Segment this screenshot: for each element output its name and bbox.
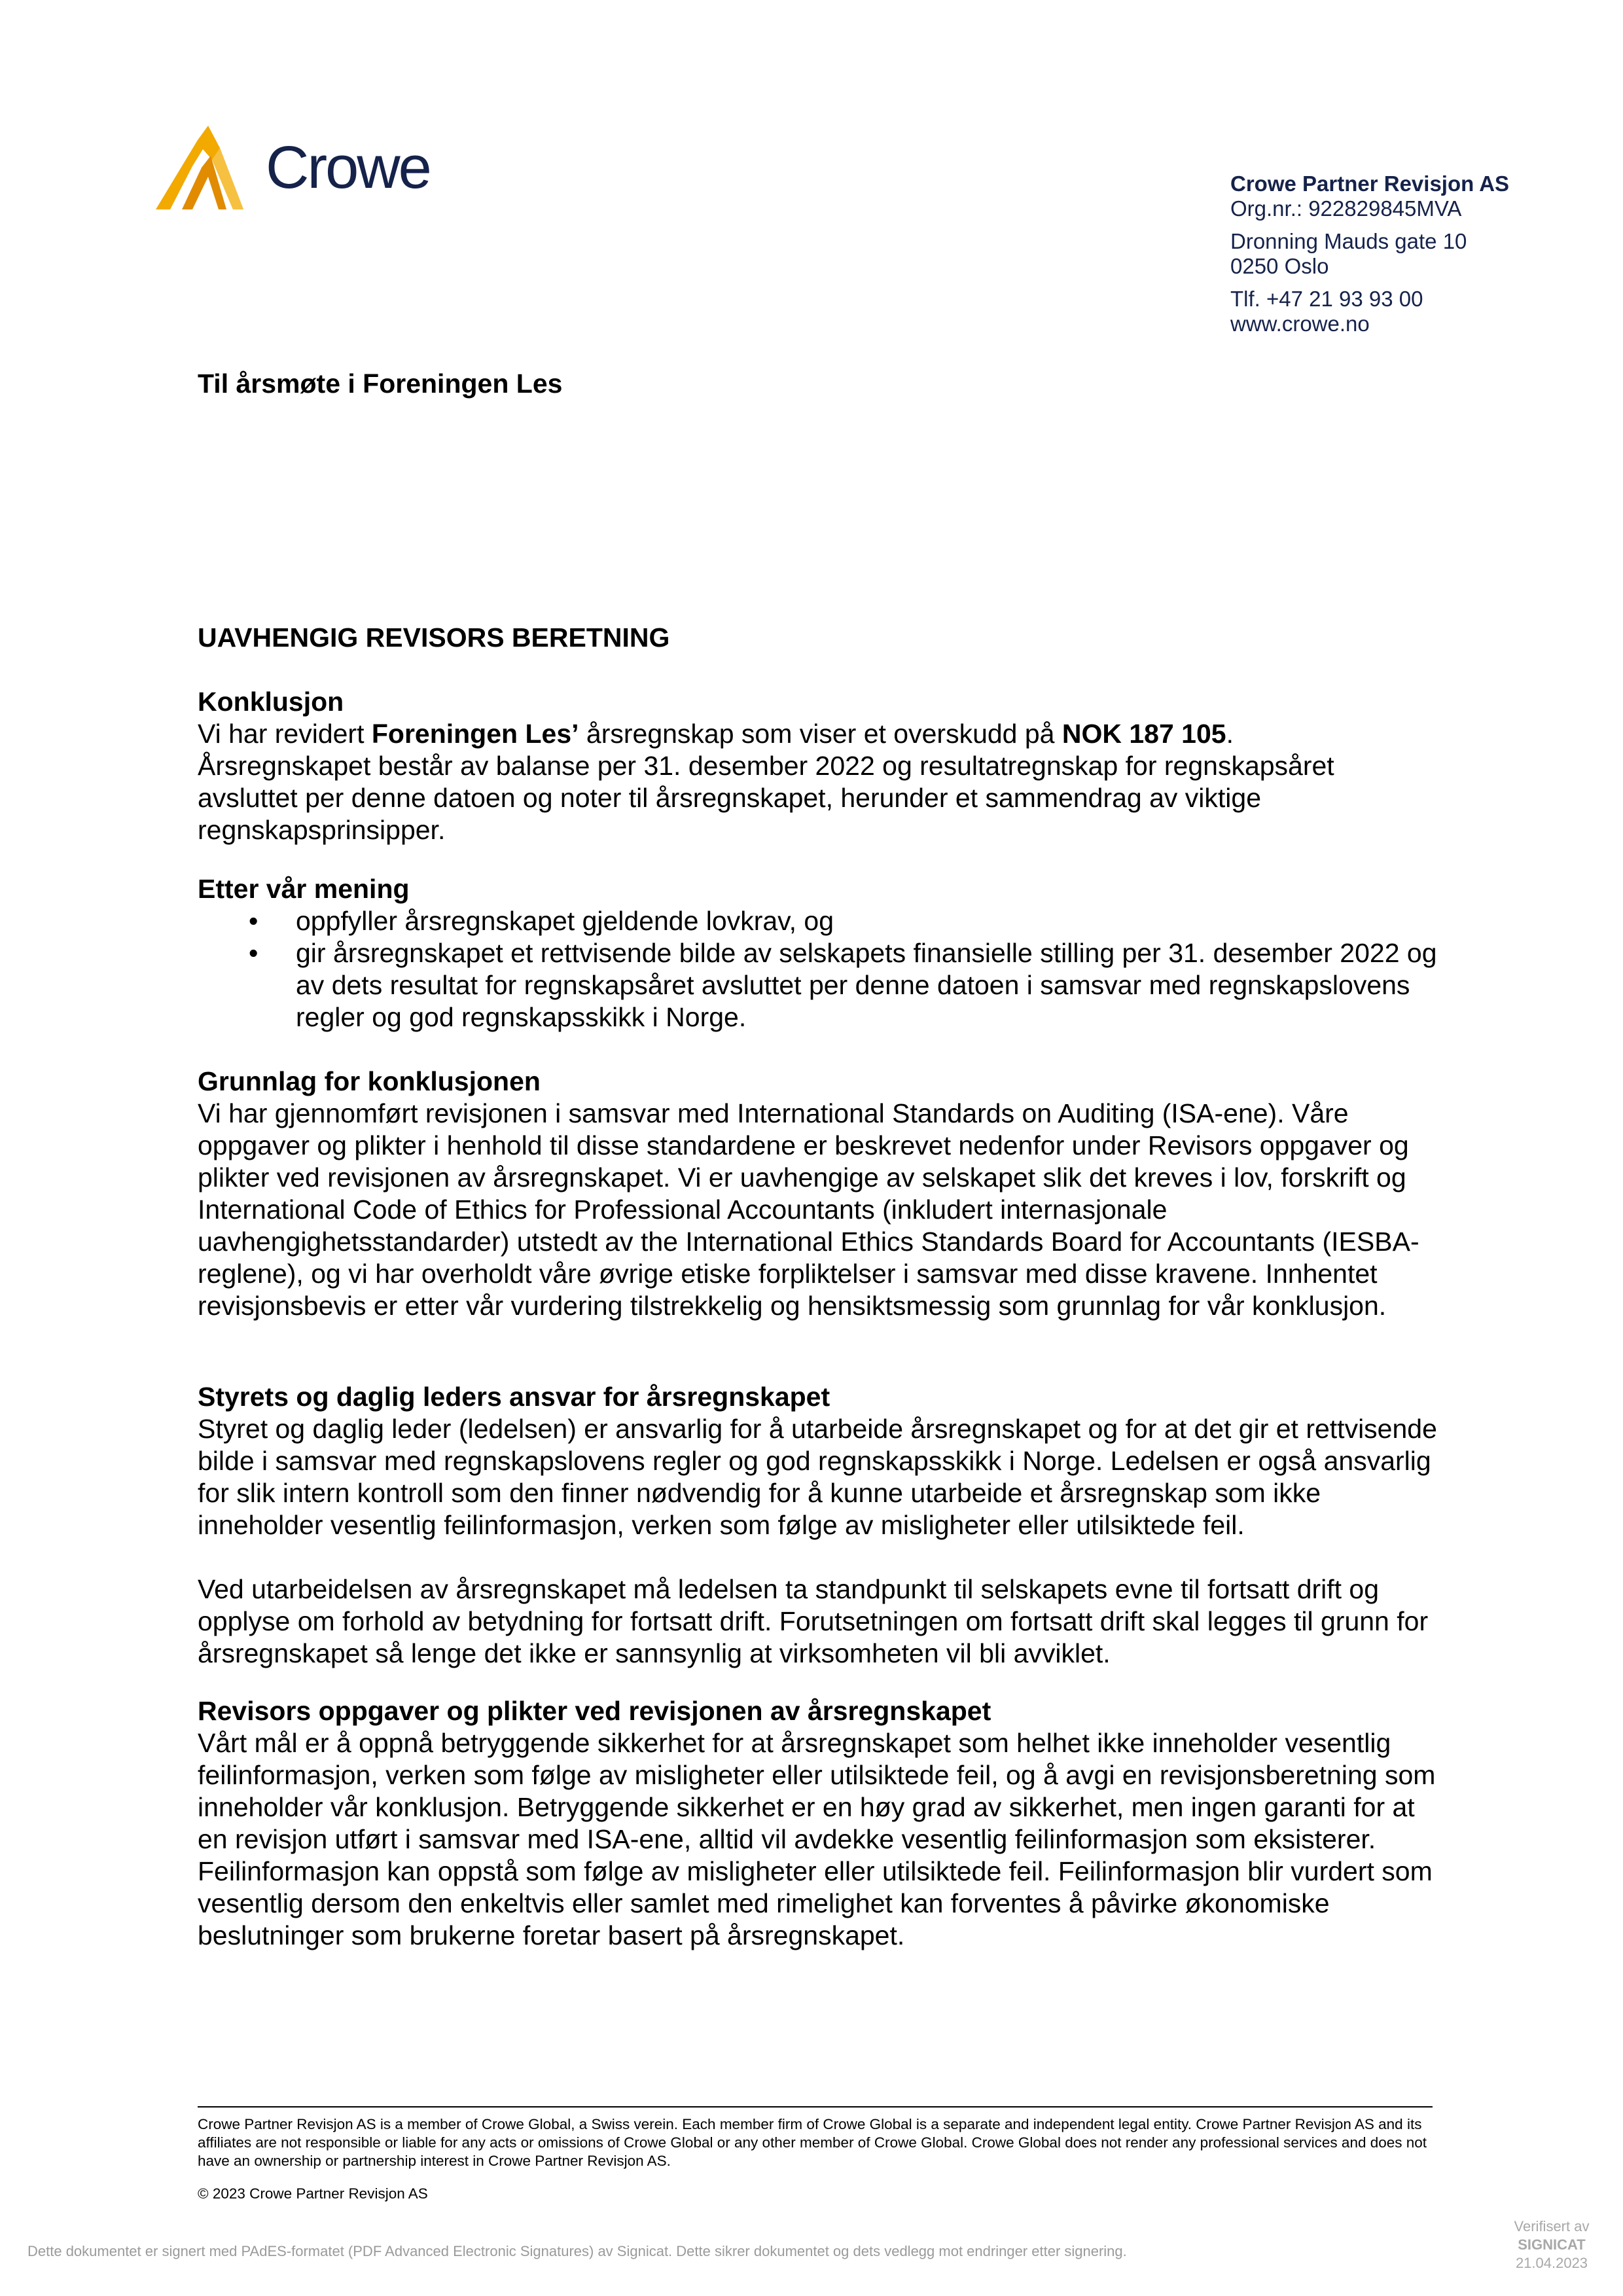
konklusjon-body: Årsregnskapet består av balanse per 31. desember 2022 og resultatregnskap for regnskapsåret avsluttet per denne datoen og noter til årsregnskapet, herunder et sammendrag av viktige regnskapsprinsipper. bbox=[198, 751, 1334, 845]
section-revisors bbox=[198, 1695, 1441, 1952]
konklusjon-mid: årsregnskap som viser et overskudd på bbox=[579, 719, 1062, 749]
mening-list bbox=[198, 905, 1441, 1033]
section-grunnlag bbox=[198, 1066, 1441, 1322]
verification-label: Verifisert av bbox=[1514, 2218, 1590, 2234]
crowe-mark-icon bbox=[156, 126, 254, 211]
konklusjon-entity: Foreningen Les’ bbox=[371, 719, 579, 749]
section-mening bbox=[198, 873, 1441, 1033]
list-item bbox=[198, 937, 1441, 1033]
mening-bullet-1: oppfyller årsregnskapet gjeldende lovkrav, og bbox=[296, 906, 834, 936]
footer-copyright: © 2023 Crowe Partner Revisjon AS bbox=[198, 2185, 428, 2202]
section-konklusjon bbox=[198, 686, 1441, 846]
logo-wordmark: Crowe bbox=[266, 134, 430, 201]
company-org-nr: Org.nr.: 922829845MVA bbox=[1230, 196, 1462, 221]
konklusjon-line1 bbox=[198, 718, 1441, 750]
company-address-line2: 0250 Oslo bbox=[1230, 254, 1329, 278]
company-website: www.crowe.no bbox=[1230, 312, 1370, 336]
revisors-body: Vårt mål er å oppnå betryggende sikkerhet for at årsregnskapet som helhet ikke inneholder vesentlig feilinformasjon, verken som følge av misligheter eller utilsiktede feil, og å avgi en revisjonsberetning som inneholder vår konklusjon. Betryggende sikkerhet er en høy grad av sikkerhet, men ingen garanti for at en revisjon utført i samsvar med ISA-ene, alltid vil avdekke vesentlig feilinformasjon som eksisterer. Feilinformasjon kan oppstå som følge av misligheter eller utilsiktede feil. Feilinformasjon blir vurdert som vesentlig dersom den enkeltvis eller samlet med rimelighet kan forventes å påvirke økonomiske beslutninger som brukerne foretar basert på årsregnskapet. bbox=[198, 1728, 1436, 1950]
crowe-logo bbox=[156, 126, 444, 211]
konklusjon-heading: Konklusjon bbox=[198, 687, 344, 717]
footer-disclaimer: Crowe Partner Revisjon AS is a member of Crowe Global, a Swiss verein. Each member firm of Crowe Global is a separate and independent legal entity. Crowe Partner Revisjon AS and its affiliates are not responsible or liable for any acts or omissions of Crowe Global or any other member of Crowe Global. Crowe Global does not render any professional services and does not have an ownership or partnership interest in Crowe Partner Revisjon AS. bbox=[198, 2116, 1427, 2169]
konklusjon-post: . bbox=[1226, 719, 1234, 749]
recipient-line: Til årsmøte i Foreningen Les bbox=[198, 368, 563, 399]
styrets-body-2: Ved utarbeidelsen av årsregnskapet må ledelsen ta standpunkt til selskapets evne til fortsatt drift og opplyse om forhold av betydning for fortsatt drift. Forutsetningen om fortsatt drift skal legges til grunn for årsregnskapet så lenge det ikke er sannsynlig at virksomheten vil bli avviklet. bbox=[198, 1574, 1429, 1668]
report-title: UAVHENGIG REVISORS BERETNING bbox=[198, 622, 670, 653]
styrets-body-1: Styret og daglig leder (ledelsen) er ansvarlig for å utarbeide årsregnskapet og for at det gir et rettvisende bilde i samsvar med regnskapslovens regler og god regnskapsskikk i Norge. Ledelsen er også ansvarlig for slik intern kontroll som den finner nødvendig for å kunne utarbeide et årsregnskap som ikke inneholder vesentlig feilinformasjon, verken som følge av misligheter eller utilsiktede feil. bbox=[198, 1414, 1437, 1540]
grunnlag-body: Vi har gjennomført revisjonen i samsvar med International Standards on Auditing (ISA-ene). Våre oppgaver og plikter i henhold til disse standardene er beskrevet nedenfor under Revisors oppgaver og plikter ved revisjonen av årsregnskapet. Vi er uavhengige av selskapet slik det kreves i lov, forskrift og International Code of Ethics for Professional Accountants (inkludert internasjonale uavhengighetsstandarder) utstedt av the International Ethics Standards Board for Accountants (IESBA-reglene), og vi har overholdt våre øvrige etiske forpliktelser i samsvar med disse kravene. Innhentet revisjonsbevis er etter vår vurdering tilstrekkelig og hensiktsmessig som grunnlag for vår konklusjon. bbox=[198, 1098, 1419, 1321]
verification-stamp bbox=[1505, 2217, 1598, 2272]
list-item bbox=[198, 905, 1441, 937]
verification-date: 21.04.2023 bbox=[1515, 2255, 1588, 2271]
styrets-heading: Styrets og daglig leders ansvar for årsregnskapet bbox=[198, 1382, 830, 1412]
company-name: Crowe Partner Revisjon AS bbox=[1230, 171, 1510, 196]
konklusjon-amount: NOK 187 105 bbox=[1061, 719, 1226, 749]
section-styrets bbox=[198, 1381, 1441, 1670]
bullet-icon: • bbox=[249, 938, 259, 968]
grunnlag-heading: Grunnlag for konklusjonen bbox=[198, 1066, 541, 1096]
company-info bbox=[1230, 171, 1509, 336]
signature-note: Dette dokumentet er signert med PAdES-formatet (PDF Advanced Electronic Signatures) av Signicat. Dette sikrer dokumentet og dets vedlegg mot endringer etter signering. bbox=[27, 2243, 1127, 2259]
mening-bullet-2: gir årsregnskapet et rettvisende bilde av selskapets finansielle stilling per 31. desember 2022 og av dets resultat for regnskapsåret avsluttet per denne datoen i samsvar med regnskapslovens regler og god regnskapsskikk i Norge. bbox=[296, 938, 1437, 1032]
revisors-heading: Revisors oppgaver og plikter ved revisjonen av årsregnskapet bbox=[198, 1696, 991, 1726]
company-phone: Tlf. +47 21 93 93 00 bbox=[1230, 287, 1423, 311]
bullet-icon: • bbox=[249, 906, 259, 936]
company-address-line1: Dronning Mauds gate 10 bbox=[1230, 229, 1467, 253]
footer-divider bbox=[198, 2106, 1433, 2108]
konklusjon-pre: Vi har revidert bbox=[198, 719, 372, 749]
verification-brand: SIGNICAT bbox=[1518, 2236, 1586, 2253]
mening-heading: Etter vår mening bbox=[198, 874, 410, 904]
